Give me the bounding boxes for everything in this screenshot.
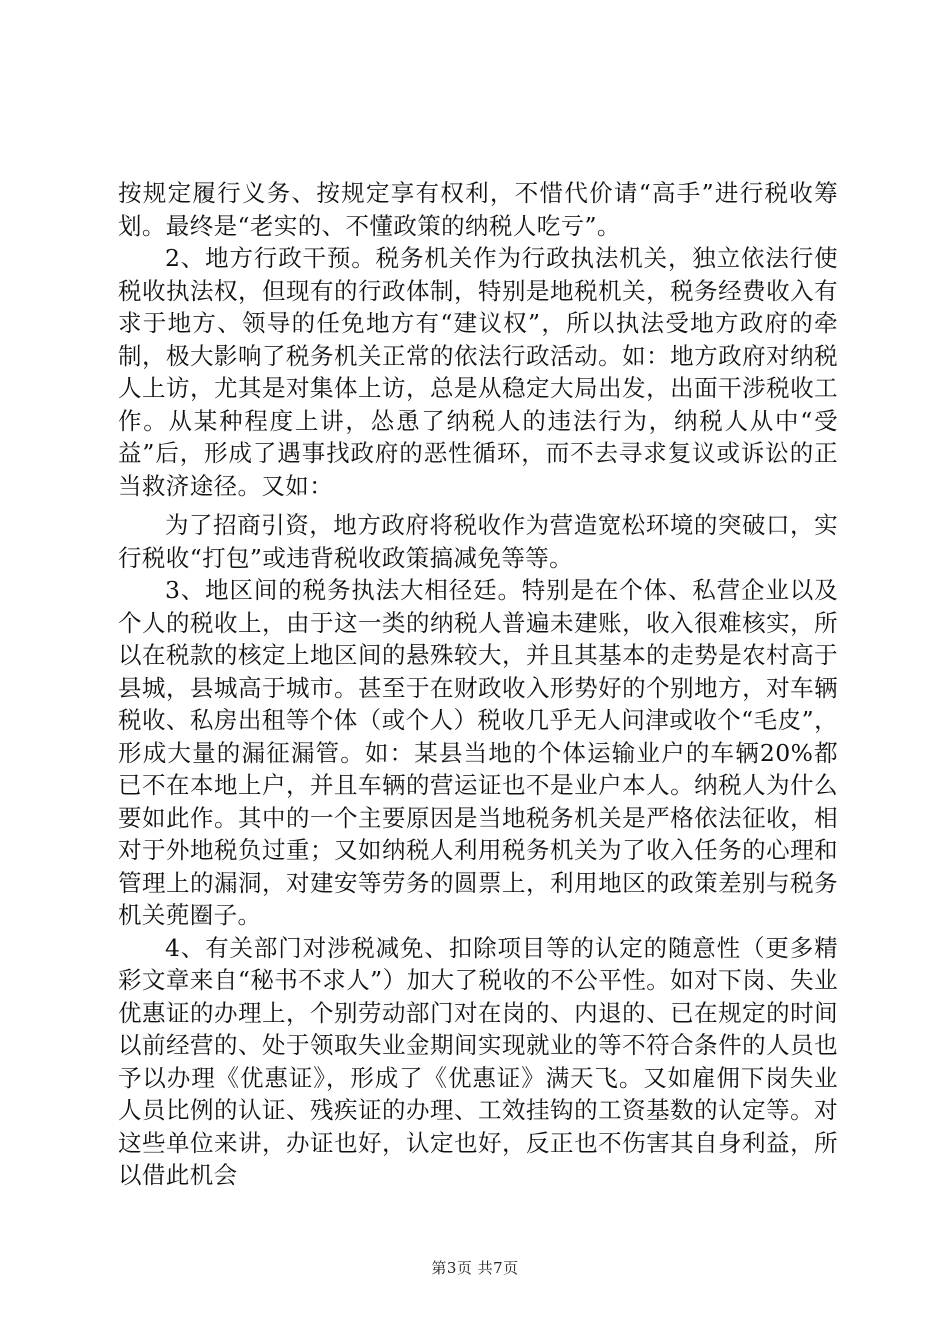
paragraph-2: 2、地方行政干预。税务机关作为行政执法机关，独立依法行使税收执法权，但现有的行政体制，特别是地税机关，税务经费收入有求于地方、领导的任免地方有“建议权”，所以执法受地方政府的牵制，极大影响了税务机关正常的依法行政活动。如：地方政府对纳税人上访，尤其是对集体上访，总是从稳定大局出发，出面干涉税收工作。从某种程度上讲，怂恿了纳税人的违法行为，纳税人从中“受益”后，形成了遇事找政府的恶性循环，而不去寻求复议或诉讼的正当救济途径。又如： [118,244,838,500]
paragraph-4: 3、地区间的税务执法大相径廷。特别是在个体、私营企业以及个人的税收上，由于这一类的纳税人普遍未建账，收入很难核实，所以在税款的核定上地区间的悬殊较大，并且其基本的走势是农村高于县城，县城高于城市。甚至于在财政收入形势好的个别地方，对车辆税收、私房出租等个体（或个人）税收几乎无人问津或收个“毛皮”，形成大量的漏征漏管。如：某县当地的个体运输业户的车辆20%都已不在本地上户，并且车辆的营运证也不是业户本人。纳税人为什么要如此作。其中的一个主要原因是当地税务机关是严格依法征收，相对于外地税负过重；又如纳税人利用税务机关为了收入任务的心理和管理上的漏洞，对建安等劳务的圆票上，利用地区的政策差别与税务机关蔸圈子。 [118,576,838,929]
text-block-upper [118,177,838,502]
text-block-lower [118,509,838,1192]
paragraph-3: 为了招商引资，地方政府将税收作为营造宽松环境的突破口，实行税收“打包”或违背税收政策搞减免等等。 [118,511,838,572]
paragraph-1: 按规定履行义务、按规定享有权利，不惜代价请“高手”进行税收筹划。最终是“老实的、不懂政策的纳税人吃亏”。 [118,179,838,240]
page-number: 第3页 共7页 [431,1259,519,1277]
paragraph-5: 4、有关部门对涉税减免、扣除项目等的认定的随意性（更多精彩文章来自“秘书不求人”）加大了税收的不公平性。如对下岗、失业优惠证的办理上，个别劳动部门对在岗的、内退的、已在规定的时间以前经营的、处于领取失业金期间实现就业的等不符合条件的人员也予以办理《优惠证》，形成了《优惠证》满天飞。又如雇佣下岗失业人员比例的认证、残疾证的办理、工效挂钩的工资基数的认定等。对这些单位来讲，办证也好，认定也好，反正也不伤害其自身利益，所以借此机会 [118,933,838,1189]
